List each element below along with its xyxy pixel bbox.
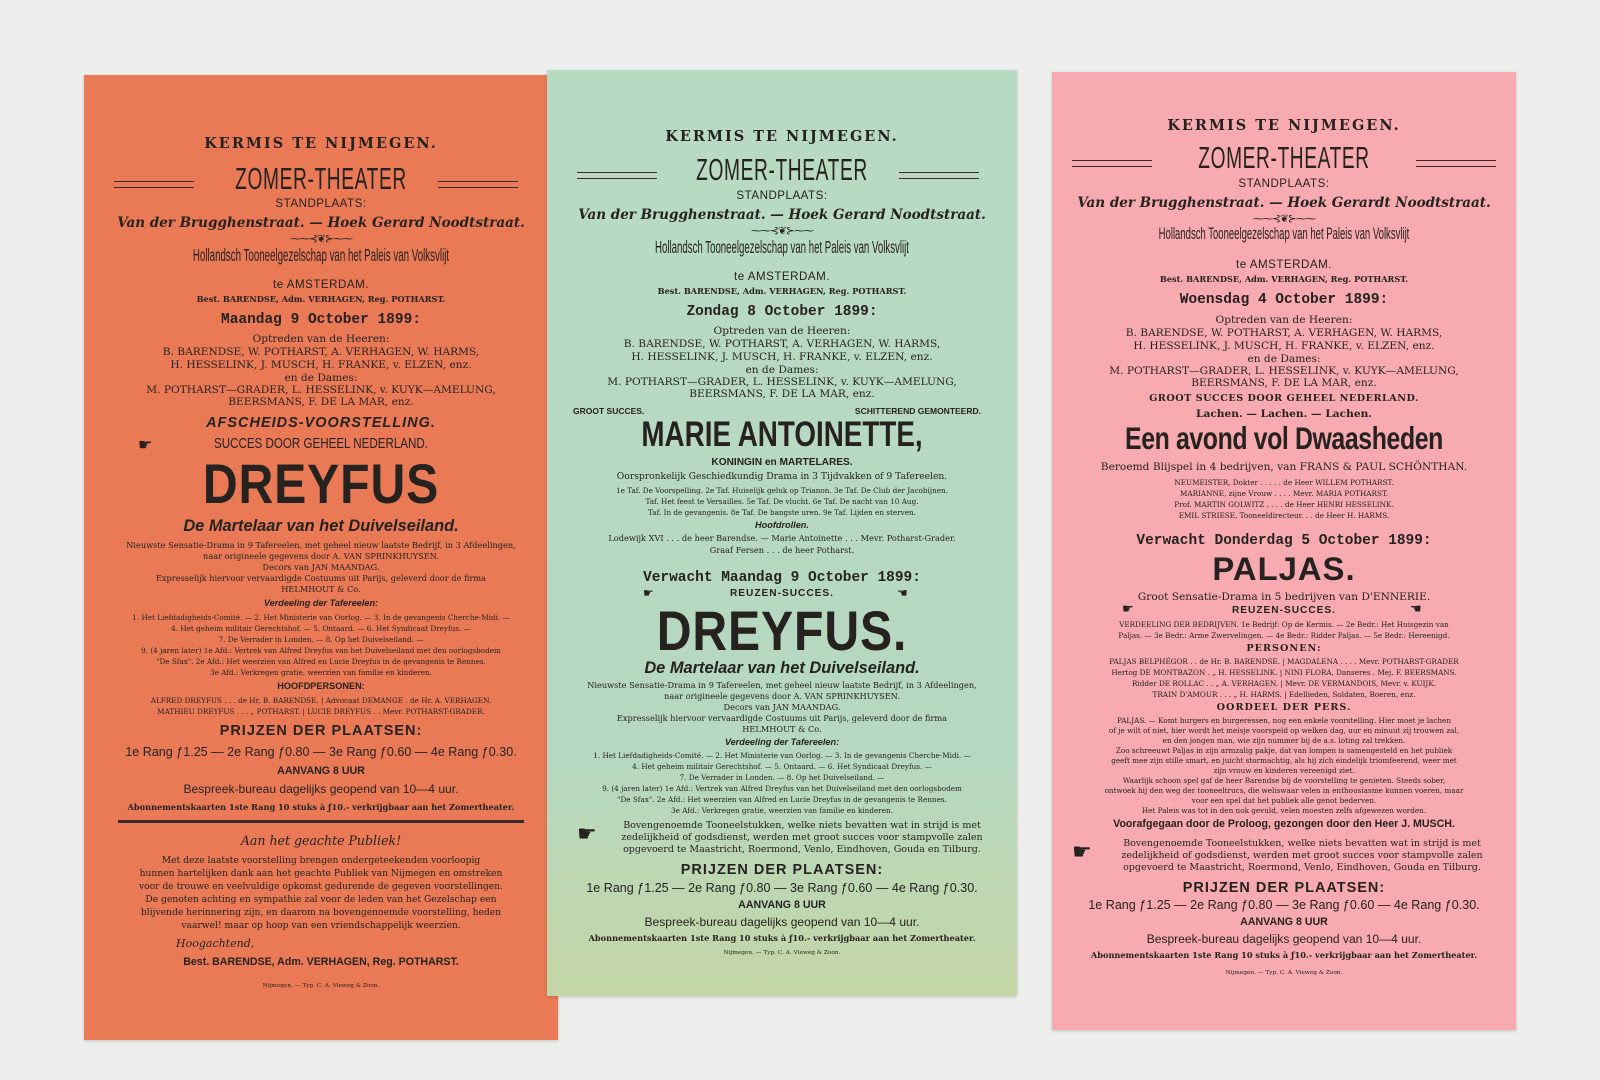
public-text-5: blijvende herinnering zijn, en daarom na bovengenoemde voorstelling, heden <box>140 907 502 918</box>
subscription: Abonnementskaarten 1ste Rang 10 stuks à ƒ10.- verkrijgbaar aan het Zomertheater. <box>588 933 976 943</box>
management: Best. BARENDSE, Adm. VERHAGEN, Reg. POTHARST. <box>657 286 907 296</box>
cast-women-1: M. POTHARST—GRADER, L. HESSELINK, v. KUYK—AMELUNG, <box>146 383 496 396</box>
cast-men-1: B. BARENDSE, W. POTHARST, A. VERHAGEN, W. HARMS, <box>623 337 941 350</box>
performance-date: Maandag 9 October 1899: <box>221 312 421 328</box>
performance-date: Woensdag 4 October 1899: <box>1179 292 1389 308</box>
lachen-line: Lachen. — Lachen. — Lachen. <box>1196 407 1372 420</box>
prologue: Voorafgegaan door de Proloog, gezongen door den Heer J. MUSCH. <box>1113 818 1455 830</box>
scene-4: 9. (4 jaren later) 1e Afd.: Vertrek van Alfred Dreyfus van het Duivelseiland met den oorlogsbodem <box>141 646 501 655</box>
reuzen-succes: REUZEN-SUCCES. <box>1231 605 1336 616</box>
pointing-hand-icon-large: ☛ <box>1072 840 1092 865</box>
role-1: Lodewijk XVI . . . de heer Barendse. — Marie Antoinette . . . Mevr. Potharst-Grader. <box>608 533 956 543</box>
subscription: Abonnementskaarten 1ste Rang 10 stuks à ƒ10.- verkrijgbaar aan het Zomertheater. <box>127 802 515 812</box>
press-3: en den jongen man, wie zijn nummer bij de a.s. loting zal trekken. <box>1162 736 1406 745</box>
cast-women-2: BEERSMANS, F. DE LA MAR, enz. <box>1191 376 1377 389</box>
cast-men-2: H. HESSELINK, J. MUSCH, H. FRANKE, v. ELZEN, enz. <box>1133 339 1435 352</box>
second-description: Groot Sensatie-Drama in 5 bedrijven van D'ENNERIE. <box>1137 590 1431 603</box>
public-text-2: hunnen hartelijken dank aan het geachte Publiek van Nijmegen en omstreken <box>139 868 503 879</box>
role-3: Prof. MARTIN GOLWITZ . . . . de Heer HENRI HESSELINK. <box>1174 500 1394 509</box>
standplaats-label: STANDPLAATS: <box>1238 178 1330 190</box>
play-subtitle: KONINGIN en MARTELARES. <box>711 457 853 468</box>
city: te AMSTERDAM. <box>273 279 369 291</box>
note-1: Bovengenoemde Tooneelstukken, welke niets bevatten wat in strijd is met <box>623 820 981 831</box>
reuzen-succes: REUZEN-SUCCES. <box>729 588 834 599</box>
theater-title: ZOMER-THEATER <box>235 161 407 196</box>
company-name: Hollandsch Tooneelgezelschap van het Paleis van Volksvlijt <box>655 237 909 257</box>
prices-line: 1e Rang ƒ1.25 — 2e Rang ƒ0.80 — 3e Rang ƒ0.60 — 4e Rang ƒ0.30. <box>1088 898 1480 912</box>
role-2: MARIANNE, zijne Vrouw . . . . Mevr. MARIA POTHARST. <box>1179 489 1388 498</box>
scene-1: 1. Het Liefdadigheids-Comité. — 2. Het Ministerie van Oorlog. — 3. In de gevangenis Cherche-Midi. — <box>593 751 971 760</box>
desc-1: Nieuwste Sensatie-Drama in 9 Tafereelen, met geheel nieuw laatste Bedrijf, in 3 Afdeelingen, <box>587 680 977 690</box>
play-title: MARIE ANTOINETTE, <box>641 416 923 454</box>
cast-intro: Optreden van de Heeren: <box>713 324 851 337</box>
press-title: OORDEEL DER PERS. <box>1216 702 1352 713</box>
standplaats-label: STANDPLAATS: <box>275 198 367 210</box>
press-6: zijn vrouw en kinderen vereenigd ziet. <box>1213 766 1355 775</box>
cast-women-1: M. POTHARST—GRADER, L. HESSELINK, v. KUYK—AMELUNG, <box>607 375 957 388</box>
cast-intro: Optreden van de Heeren: <box>1215 313 1353 326</box>
scene-4: 9. (4 jaren later) 1e Afd.: Vertrek van Alfred Dreyfus van het Duivelseiland met den oorlogsbodem <box>602 784 962 793</box>
start-time: AANVANG 8 UUR <box>1240 916 1328 928</box>
groot-succes: GROOT SUCCES. <box>573 406 645 416</box>
street-address: Van der Brugghenstraat. — Hoek Gerard Noodtstraat. <box>578 207 986 223</box>
role-4: EMIL STRIESE, Tooneeldirecteur. . . de Heer H. HARMS. <box>1178 511 1390 520</box>
city: te AMSTERDAM. <box>1236 259 1332 271</box>
scenes-title: Verdeeling der Tafereelen: <box>263 598 379 608</box>
press-8: ontwoek hij den weg der tooneeltrucs, die weliswaar velen in enthousiasme kunnen voeren, maar <box>1104 786 1464 795</box>
scene-2: 4. Het geheim militair Gerechtshof. — 5. Ontaard. — 6. Het Syndicaat Dreyfus. — <box>171 624 471 633</box>
note-2: zedelijkheid of godsdienst, werden met groot succes voor stampvolle zalen <box>621 832 983 843</box>
closing: Hoogachtend, <box>176 937 255 950</box>
city: te AMSTERDAM. <box>734 271 830 283</box>
role-2: Graaf Fersen . . . de heer Potharst. <box>709 545 855 555</box>
management: Best. BARENDSE, Adm. VERHAGEN, Reg. POTHARST. <box>196 294 446 304</box>
press-4: Zoo schreeuwt Paljas in zijn armzalig pakje, dat van lompen is samengesteld en het publiek <box>1115 746 1453 755</box>
poster-dreyfus-afscheid <box>84 75 558 1040</box>
poster-een-avond-vol-dwaasheden <box>1052 72 1516 1030</box>
desc-5: HELMHOUT & Co. <box>281 584 361 594</box>
cast-men-2: H. HESSELINK, J. MUSCH, H. FRANKE, v. ELZEN, enz. <box>631 350 933 363</box>
subscription: Abonnementskaarten 1ste Rang 10 stuks à ƒ10.- verkrijgbaar aan het Zomertheater. <box>1090 950 1478 960</box>
scene-1: 1. Het Liefdadigheids-Comité. — 2. Het Ministerie van Oorlog. — 3. In de gevangenis Cherche-Midi. — <box>132 613 510 622</box>
public-text-3: voor de trouwe en veelvuldige opkomst gedurende de gegeven voorstellingen. <box>138 881 504 892</box>
press-9: voor een spel dat het publiek alle genot bederven. <box>1191 796 1377 805</box>
box-office: Bespreek-bureau dagelijks geopend van 10—4 uur. <box>1146 932 1422 946</box>
box-office: Bespreek-bureau dagelijks geopend van 10—4 uur. <box>644 915 920 929</box>
second-title: DREYFUS. <box>656 599 908 662</box>
thick-divider <box>118 820 524 823</box>
groot-succes: GROOT SUCCES DOOR GEHEEL NEDERLAND. <box>1149 393 1419 404</box>
cast-women-2: BEERSMANS, F. DE LA MAR, enz. <box>228 395 414 408</box>
scene-5: "De Sfax". 2e Afd.: Het weerzien van Alfred en Lucie Dreyfus in de gevangenis te Rennes. <box>156 657 486 666</box>
theater-title: ZOMER-THEATER <box>696 152 868 187</box>
play-title: DREYFUS <box>202 452 440 515</box>
tableau-1: 1e Taf. De Voorspelling. 2e Taf. Huiselijk geluk op Trianon. 3e Taf. De Club der Jacobijnen. <box>616 486 948 495</box>
cast-intro: Optreden van de Heeren: <box>252 332 390 345</box>
public-text-6: vaarwel! maar op hoop van een vriendschappelijk weerzien. <box>181 920 461 931</box>
flourish-divider: ⁓⁓⊰❦⊱⁓⁓ <box>750 224 814 237</box>
flourish-divider: ⁓⁓⊰❦⊱⁓⁓ <box>1252 212 1316 225</box>
cast-men-1: B. BARENDSE, W. POTHARST, A. VERHAGEN, W. HARMS, <box>1125 326 1443 339</box>
roles-title: Hoofdrollen. <box>755 520 809 530</box>
role-1: NEUMEISTER, Dokter . . . . . de Heer WILLEM POTHARST. <box>1174 478 1394 487</box>
desc-5: HELMHOUT & Co. <box>742 724 822 734</box>
desc-3: Decors van JAN MAANDAG. <box>723 702 841 712</box>
success-line: SUCCES DOOR GEHEEL NEDERLAND. <box>214 436 428 452</box>
note-3: opgevoerd te Maastricht, Roermond, Venlo, Eindhoven, Gouda en Tilburg. <box>623 844 981 855</box>
theater-title: ZOMER-THEATER <box>1198 140 1370 175</box>
prices-title: PRIJZEN DER PLAATSEN: <box>1182 880 1386 896</box>
desc-1: Nieuwste Sensatie-Drama in 9 Tafereelen, met geheel nieuw laatste Bedrijf, in 3 Afdeelingen, <box>126 540 516 550</box>
cast-ladies-intro: en de Dames: <box>284 371 358 384</box>
scene-3: 7. De Verrader in Londen. — 8. Op het Duivelseiland. — <box>679 773 885 782</box>
acts-1: VERDEELING DER BEDRIJVEN. 1e Bedrijf: Op de Kermis. — 2e Bedr.: Het Huisgezin van <box>1119 620 1449 629</box>
press-5: geeft mee zijn stille smart, en juicht stormachtig, als hij zich eindelijk triomfeerend, weer met <box>1111 756 1457 765</box>
ornament-rule-right <box>1416 160 1496 167</box>
street-address: Van der Brugghenstraat. — Hoek Gerard Noodtstraat. <box>117 215 525 231</box>
press-2: of je wilt of niet, hier wordt het meisje voorspeld op welken dag, uur en minuut zij trouwen zal, <box>1108 726 1460 735</box>
play-subtitle: De Martelaar van het Duivelseiland. <box>183 517 459 535</box>
company-name: Hollandsch Tooneelgezelschap van het Paleis van Volksvlijt <box>192 245 450 265</box>
person-1: PALJAS BELPHÉGOR . . de Hr. B. BARENDSE. | MAGDALENA . . . . Mevr. POTHARST-GRADER <box>1109 657 1459 666</box>
pointing-hand-icon-large: ☛ <box>577 822 597 847</box>
cast-men-2: H. HESSELINK, J. MUSCH, H. FRANKE, v. ELZEN, enz. <box>170 358 472 371</box>
scene-6: 3e Afd.: Verkregen gratie, weerzien van familie en kinderen. <box>210 668 432 677</box>
press-1: PALJAS. — Komt burgers en burgeressen, nog een enkele voorstelling. Hier moet je lachen <box>1117 716 1451 725</box>
start-time: AANVANG 8 UUR <box>738 899 826 911</box>
acts-2: Paljas. — 3e Bedr.: Arme Zwervelingen. — 4e Bedr.: Ridder Paljas. — 5e Bedr.: Hereenigd. <box>1118 631 1450 640</box>
cast-ladies-intro: en de Dames: <box>745 363 819 376</box>
cast-men-1: B. BARENDSE, W. POTHARST, A. VERHAGEN, W. HARMS, <box>162 345 480 358</box>
schitterend-label: SCHITTEREND GEMONTEERD. <box>854 406 981 416</box>
printer-credit: Nijmegen. — Typ. C. A. Vieweg & Zoon. <box>262 983 380 989</box>
management: Best. BARENDSE, Adm. VERHAGEN, Reg. POTHARST. <box>1159 274 1409 284</box>
press-10: Het Paleis was tot in den nok gevuld, velen moesten zelfs afgewezen worden. <box>1141 806 1427 815</box>
scene-6: 3e Afd.: Verkregen gratie, weerzien van familie en kinderen. <box>671 806 893 815</box>
public-text-4: De genoten achting en sympathie zal voor de leden van het Gezelschap een <box>145 894 497 905</box>
desc-3: Decors van JAN MAANDAG. <box>262 562 380 572</box>
prices-title: PRIJZEN DER PLAATSEN: <box>219 723 423 739</box>
pointing-hand-icon: ☛ <box>138 435 153 454</box>
signature: Best. BARENDSE, Adm. VERHAGEN, Reg. POTHARST. <box>183 956 459 968</box>
cast-women-1: M. POTHARST—GRADER, L. HESSELINK, v. KUYK—AMELUNG, <box>1109 364 1459 377</box>
second-title: PALJAS. <box>1212 550 1356 587</box>
expected-date: Verwacht Donderdag 5 October 1899: <box>1136 533 1432 549</box>
printer-credit: Nijmegen. — Typ. C. A. Vieweg & Zoon. <box>1225 970 1343 976</box>
person-4: TRAIN D'AMOUR . . . „ H. HARMS. | Edellieden, Soldaten, Boeren, enz. <box>1152 690 1416 699</box>
note-2: zedelijkheid of godsdienst, werden met groot succes voor stampvolle zalen <box>1121 850 1483 861</box>
expected-date: Verwacht Maandag 9 October 1899: <box>643 570 921 586</box>
prices-line: 1e Rang ƒ1.25 — 2e Rang ƒ0.80 — 3e Rang ƒ0.60 — 4e Rang ƒ0.30. <box>125 745 517 759</box>
pointing-hand-icon: ☛ <box>643 586 654 600</box>
cast-ladies-intro: en de Dames: <box>1247 352 1321 365</box>
note-3: opgevoerd te Maastricht, Roermond, Venlo, Eindhoven, Gouda en Tilburg. <box>1123 862 1481 873</box>
cast-women-2: BEERSMANS, F. DE LA MAR, enz. <box>689 387 875 400</box>
kermis-heading: KERMIS TE NIJMEGEN. <box>665 128 899 145</box>
persons-title: PERSONEN: <box>1246 643 1322 654</box>
start-time: AANVANG 8 UUR <box>277 765 365 777</box>
role-1: ALFRED DREYFUS . . . de Hr. B. BARENDSE. | Advocaat DEMANGE . de Hr. A. VERHAGEN. <box>150 696 492 705</box>
farewell-heading: AFSCHEIDS-VOORSTELLING. <box>206 415 436 431</box>
pointing-hand-icon-right: ☚ <box>897 586 908 600</box>
printer-credit: Nijmegen. — Typ. C. A. Vieweg & Zoon. <box>723 950 841 956</box>
street-address: Van der Brugghenstraat. — Hoek Gerardt Noodtstraat. <box>1077 195 1491 211</box>
kermis-heading: KERMIS TE NIJMEGEN. <box>1167 117 1401 134</box>
press-7: Waarlijk schoon spel gaf de heer Barendse bij de voorstelling te genieten. Steeds sober, <box>1122 776 1446 785</box>
tableau-3: Taf. In de gevangenis. 8e Taf. De bangste uren. 9e Taf. Lijden en sterven. <box>648 508 916 517</box>
scene-3: 7. De Verrader in Londen. — 8. Op het Duivelseiland. — <box>218 635 424 644</box>
public-text-1: Met deze laatste voorstelling brengen ondergeteekenden voorloopig <box>161 855 481 866</box>
desc-2: naar origineele gegevens door A. VAN SPRINKHUYSEN. <box>664 691 900 701</box>
company-name: Hollandsch Tooneelgezelschap van het Paleis van Volksvlijt <box>1158 224 1410 243</box>
public-title: Aan het geachte Publiek! <box>240 833 402 848</box>
desc-4: Expresselijk hiervoor vervaardigde Costuums uit Parijs, geleverd door de firma <box>155 573 487 583</box>
person-2: Hertog DE MONTBAZON . „ H. HESSELINK. | NINI FLORA, Danseres . Mej. F. BEERSMANS. <box>1111 668 1457 677</box>
scene-2: 4. Het geheim militair Gerechtshof. — 5. Ontaard. — 6. Het Syndicaat Dreyfus. — <box>632 762 932 771</box>
drama-description: Oorspronkelijk Geschiedkundig Drama in 3 Tijdvakken of 9 Tafereelen. <box>616 471 948 482</box>
performance-date: Zondag 8 October 1899: <box>686 304 878 320</box>
box-office: Bespreek-bureau dagelijks geopend van 10—4 uur. <box>183 782 459 796</box>
person-3: Ridder DE ROLLAC . . „ A. VERHAGEN. | Mevr. DE VERMANDOIS, Mevr. v. KUIJK. <box>1131 679 1437 688</box>
scenes-title: Verdeeling der Tafereelen: <box>724 737 840 747</box>
pointing-hand-icon-right: ☚ <box>1410 602 1422 617</box>
play-subtitle: Beroemd Blijspel in 4 bedrijven, van FRANS & PAUL SCHÖNTHAN. <box>1100 460 1468 473</box>
note-1: Bovengenoemde Tooneelstukken, welke niets bevatten wat in strijd is met <box>1123 838 1481 849</box>
flourish-divider: ⁓⁓⊰❦⊱⁓⁓ <box>289 232 353 245</box>
role-2: MATHIEU DREYFUS . . . „ POTHARST. | LUCIE DREYFUS . . Mevr. POTHARST-GRADER. <box>157 707 485 716</box>
roles-title: HOOFDPERSONEN: <box>277 681 365 691</box>
standplaats-label: STANDPLAATS: <box>736 190 828 202</box>
pointing-hand-icon: ☛ <box>1122 602 1134 617</box>
desc-4: Expresselijk hiervoor vervaardigde Costuums uit Parijs, geleverd door de firma <box>616 713 948 723</box>
play-title: Een avond vol Dwaasheden <box>1125 420 1443 456</box>
second-subtitle: De Martelaar van het Duivelseiland. <box>644 659 920 677</box>
tableau-2: Taf. Het feest te Versailles. 5e Taf. De vlucht. 6e Taf. De nacht van 10 Aug. <box>645 497 919 506</box>
scene-5: "De Sfax". 2e Afd.: Het weerzien van Alfred en Lucie Dreyfus in de gevangenis te Rennes. <box>617 795 947 804</box>
kermis-heading: KERMIS TE NIJMEGEN. <box>204 135 438 152</box>
prices-line: 1e Rang ƒ1.25 — 2e Rang ƒ0.80 — 3e Rang ƒ0.60 — 4e Rang ƒ0.30. <box>586 881 978 895</box>
desc-2: naar origineele gegevens door A. VAN SPRINKHUYSEN. <box>203 551 439 561</box>
poster-marie-antoinette <box>547 70 1017 996</box>
prices-title: PRIJZEN DER PLAATSEN: <box>680 862 884 878</box>
